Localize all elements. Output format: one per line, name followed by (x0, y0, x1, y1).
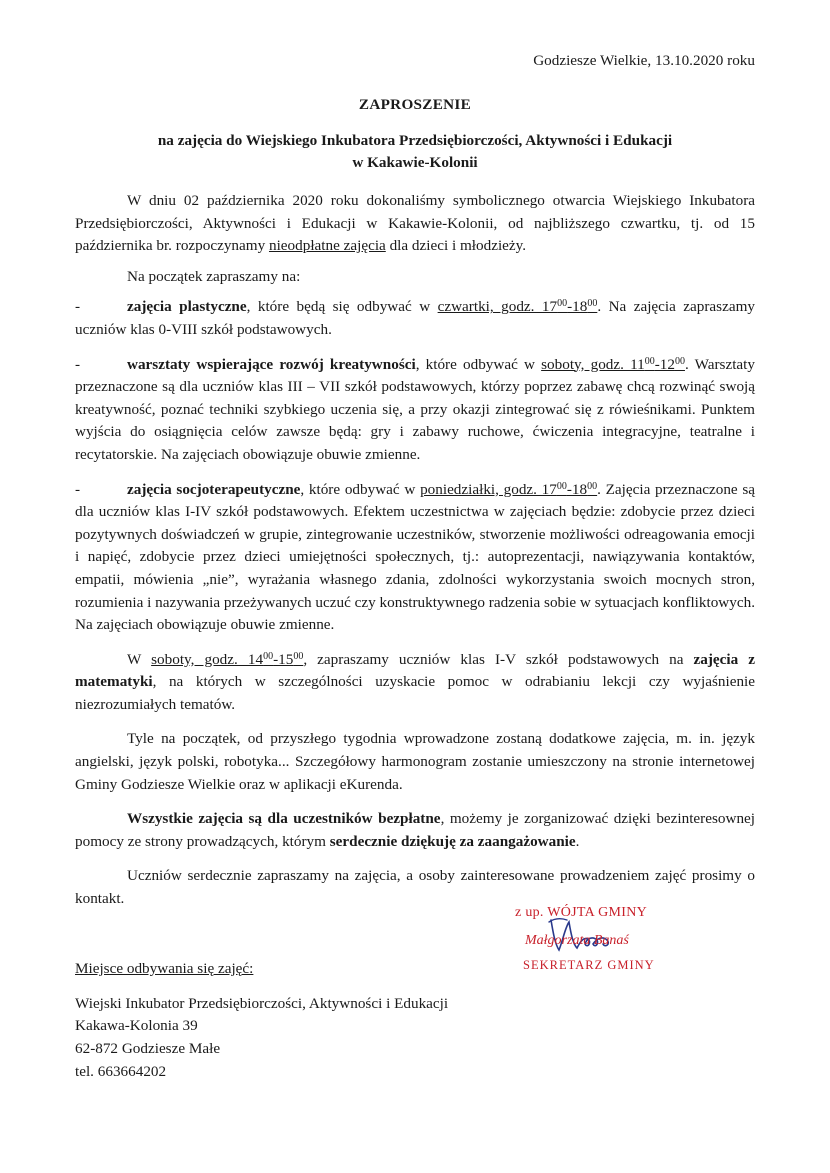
item-text-b: . Na zajęcia zapraszamy uczniów klas 0-VIII szkół podstawowych. (75, 298, 755, 338)
document-title: ZAPROSZENIE (358, 96, 472, 113)
extra-paragraph: Tyle na początek, od przyszłego tygodnia wprowadzone zostaną dodatkowe zajęcia, m. in. język angielski, język polski, robotyka... Szczegółowy harmonogram zostanie umieszczony na stronie internetowej Gminy Godziesze Wielkie oraz w aplikacji eKurenda. (75, 730, 755, 793)
stamp-line-1: z up. WÓJTA GMINY (515, 905, 648, 920)
schedule-sup-1: 00 (556, 480, 567, 492)
subtitle-line-2: w Kakawie-Kolonii (352, 154, 478, 171)
item-text-a: , które odbywać w (300, 480, 421, 498)
item-schedule (420, 481, 597, 498)
schedule-prefix: poniedziałki, godz. 17 (420, 480, 557, 498)
document-subtitle (75, 130, 755, 174)
list-dash: - (75, 480, 81, 498)
schedule-sup-2: 00 (587, 298, 598, 310)
free-paragraph (75, 808, 755, 853)
intro-paragraph (75, 190, 755, 258)
subtitle-line-1: na zajęcia do Wiejskiego Inkubatora Przedsiębiorczości, Aktywności i Edukacji (157, 132, 673, 149)
stamp-line-3: SEKRETARZ GMINY (523, 958, 655, 972)
intro-text-a: W dniu 02 października 2020 roku dokonaliśmy symbolicznego otwarcia Wiejskiego Inkubatora Przedsiębiorczości, Aktywności i Edukacji w Kakawie-Kolonii, od najbliższego czwartku, tj. od 15 października br. rozpoczynamy (75, 192, 755, 255)
schedule-prefix: czwartki, godz. 17 (437, 298, 558, 316)
schedule-mid: -15 (273, 650, 294, 668)
math-paragraph (75, 649, 755, 717)
item-bold: zajęcia plastyczne (127, 298, 247, 316)
item-text-b: . Zajęcia przeznaczone są dla uczniów klas I-IV szkół podstawowych. Efektem uczestnictwa w zajęciach będzie: zdobycie przez dzieci pozytywnych doświadczeń w grupie, zintegrowanie uczestników, stworzenie możliwości odreagowania emocji i napięć, zdobycie przez dzieci umiejętności społecznych, tj.: autoprezentacji, nawiązywania kontaktów, empatii, mówienia „nie”, wyrażania własnego zdania, zdolności wykorzystania swoich mocnych stron, rozumienia i nazywania przeżywanych uczuć czy konstruktywnego radzenia sobie w sytuacjach konfliktowych. Na zajęciach obowiązuje obuwie zmienne. (75, 480, 756, 634)
item-schedule (438, 298, 598, 315)
list-item-text (75, 479, 755, 637)
address-line: Wiejski Inkubator Przedsiębiorczości, Aktywności i Edukacji (75, 994, 449, 1012)
list-dash: - (75, 298, 81, 316)
schedule-sup-2: 00 (674, 355, 685, 367)
math-bold: zajęcia z matematyki (75, 650, 756, 691)
footer-location (75, 958, 575, 1084)
schedule-sup-1: 00 (644, 355, 655, 367)
intro-text-b: dla dzieci i młodzieży. (385, 237, 527, 255)
schedule-sup-1: 00 (557, 298, 568, 310)
list-item-text (75, 354, 755, 467)
item-bold: zajęcia socjoterapeutyczne (127, 480, 301, 498)
math-prefix: W (127, 650, 152, 668)
math-text-a: , zapraszamy uczniów klas I-V szkół podstawowych na (303, 650, 694, 668)
stamp-line-2: Małgorzata Banaś (525, 933, 629, 948)
date-line: Godziesze Wielkie, 13.10.2020 roku (533, 52, 755, 69)
address-line: 62-872 Godziesze Małe (75, 1040, 221, 1058)
intro-underlined: nieodpłatne zajęcia (268, 237, 386, 255)
schedule-mid: -12 (654, 355, 675, 373)
address-line: tel. 663664202 (75, 1062, 167, 1080)
list-item-text (75, 296, 755, 341)
list-item-art (75, 296, 755, 341)
item-text-a: , które będą się odbywać w (246, 298, 438, 316)
address-block (75, 993, 575, 1084)
schedule-sup-2: 00 (587, 480, 598, 492)
closing-paragraph: Uczniów serdecznie zapraszamy na zajęcia, a osoby zainteresowane prowadzeniem zajęć prosimy o kontakt. (75, 867, 755, 908)
item-text-b: . Warsztaty przeznaczone są dla uczniów klas III – VII szkół podstawowych, którzy poprzez zabawę chcą rozwinąć swoją kreatywność, poznać techniki szybkiego uczenia się, a przy okazji zintegrować się z rówieśnikami. Punktem wyjścia do osiągnięcia celów zawsze będą: gry i zabawy ruchowe, ćwiczenia integracyjne, teatralne i recytatorskie. Na zajęciach obowiązuje obuwie zmienne. (75, 355, 755, 463)
start-line: Na początek zapraszamy na: (127, 267, 301, 285)
list-item-socio (75, 479, 755, 637)
address-line: Kakawa-Kolonia 39 (75, 1017, 198, 1035)
schedule-prefix: soboty, godz. 14 (151, 650, 264, 668)
schedule-mid: -18 (567, 298, 588, 316)
location-label: Miejsce odbywania się zajęć: (75, 960, 254, 977)
math-text-b: , na których w szczególności uzyskacie pomoc w odrabianiu lekcji czy wyjaśnienie niezrozumiałych tematów. (75, 673, 755, 713)
free-text-a: , możemy je zorganizować dzięki bezinteresownej pomocy ze strony prowadzących, którym (75, 810, 755, 850)
schedule-sup-1: 00 (263, 650, 274, 662)
schedule-sup-2: 00 (293, 650, 304, 662)
item-text-a: , które odbywać w (415, 355, 542, 373)
letter-body (75, 190, 755, 911)
free-bold-a: Wszystkie zajęcia są dla uczestników bezpłatne (127, 810, 441, 828)
item-bold: warsztaty wspierające rozwój kreatywności (127, 355, 416, 373)
free-text-b: . (575, 832, 580, 850)
schedule-prefix: soboty, godz. 11 (541, 355, 645, 373)
math-schedule (151, 651, 303, 668)
list-dash: - (75, 355, 81, 373)
list-item-creativity (75, 354, 755, 467)
free-bold-b: serdecznie dziękuję za zaangażowanie (329, 832, 576, 850)
item-schedule (541, 356, 685, 373)
schedule-mid: -18 (566, 480, 588, 498)
